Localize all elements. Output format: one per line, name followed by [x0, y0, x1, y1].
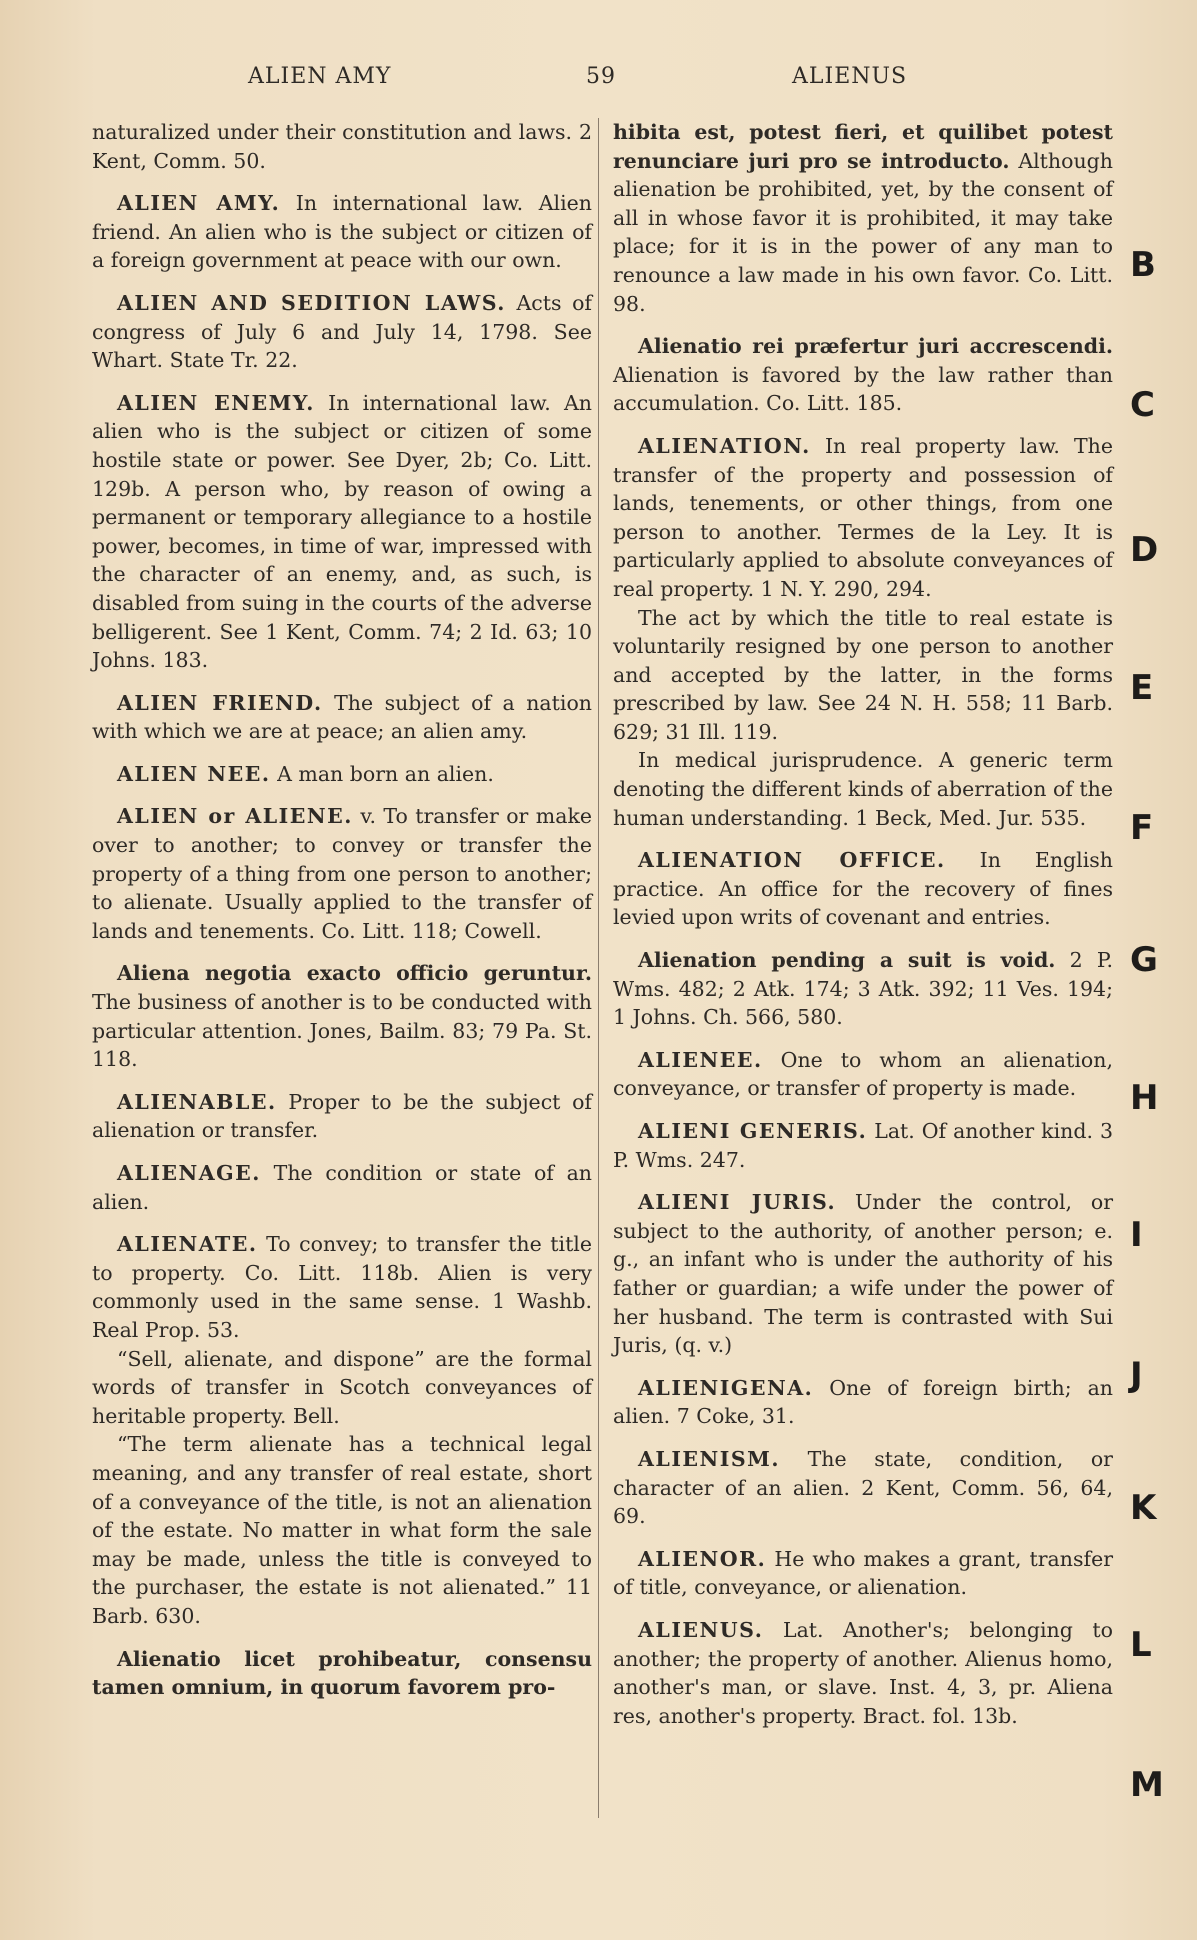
dictionary-entry [92, 760, 592, 789]
entry-paragraph [92, 389, 592, 675]
entry-headword: ALIENABLE. [117, 1089, 277, 1114]
entry-definition: 2 P. Wms. 482; 2 Atk. 174; 3 Atk. 392; 11 Ves. 194; 1 Johns. Ch. 566, 580. [613, 948, 1114, 1030]
dictionary-entry [92, 689, 592, 746]
entry-paragraph [613, 1374, 1113, 1431]
entry-definition: To convey; to transfer the title to property. Co. Litt. 118b. Alien is very commonly used in the same sense. 1 Washb. Real Prop. 53. [92, 1232, 592, 1342]
dictionary-entry [92, 189, 592, 275]
left-column [92, 118, 592, 1716]
dictionary-entry [613, 846, 1113, 932]
entry-headword: ALIENOR. [638, 1546, 767, 1571]
entry-headword: ALIENATION. [638, 433, 811, 458]
entry-paragraph [613, 946, 1113, 1032]
entry-headword: ALIEN AMY. [117, 191, 281, 216]
entry-definition: The condition or state of an alien. [92, 1161, 592, 1214]
thumb-index-letter-i: I [1130, 1215, 1143, 1255]
entry-paragraph [92, 118, 592, 175]
thumb-index-letter-m: M [1130, 1765, 1164, 1805]
thumb-index-letter-b: B [1130, 245, 1156, 285]
dictionary-entry [613, 432, 1113, 832]
entry-paragraph [613, 432, 1113, 604]
entry-paragraph [613, 332, 1113, 418]
dictionary-entry [613, 1117, 1113, 1174]
dictionary-entry [92, 289, 592, 375]
entry-definition: The business of another is to be conducted with particular attention. Jones, Bailm. 83; 79 Pa. St. 118. [92, 990, 592, 1072]
header-left-guide-word: ALIEN AMY [248, 64, 392, 89]
entry-maxim: Alienatio licet prohibeatur, consensu tamen omnium, in quorum favorem pro- [92, 1646, 592, 1700]
entry-paragraph [613, 1117, 1113, 1174]
entry-paragraph [92, 959, 592, 1073]
entry-paragraph [92, 289, 592, 375]
entry-paragraph [92, 802, 592, 945]
entry-definition: Lat. Another's; belonging to another; the property of another. Alienus homo, another's man, or slave. Inst. 4, 3, pr. Aliena res, another's property. Bract. fol. 13b. [613, 1617, 1113, 1728]
dictionary-entry [92, 1230, 592, 1630]
entry-definition: One to whom an alienation, conveyance, or transfer of property is made. [613, 1047, 1113, 1101]
page-number: 59 [586, 64, 616, 89]
entry-definition: In international law. An alien who is the subject or citizen of some hostile state or power. See Dyer, 2b; Co. Litt. 129b. A person who, by reason of owing a permanent or temporary allegiance to a hostile power, becomes, in time of war, impressed with the character of an enemy, and, as such, is disabled from suing in the courts of the adverse belligerent. See 1 Kent, Comm. 74; 2 Id. 63; 10 Johns. 183. [92, 390, 592, 673]
entry-definition: He who makes a grant, transfer of title, conveyance, or alienation. [613, 1546, 1113, 1600]
entry-headword: ALIEN NEE. [117, 761, 271, 786]
dictionary-entry [92, 1088, 592, 1145]
entry-headword: ALIENISM. [638, 1446, 780, 1471]
thumb-index-letter-e: E [1130, 668, 1154, 708]
entry-maxim: Alienation pending a suit is void. [638, 948, 1056, 973]
entry-definition: A man born an alien. [270, 761, 494, 786]
entry-headword: ALIENI JURIS. [638, 1190, 837, 1215]
entry-subparagraph: “The term alienate has a technical legal meaning, and any transfer of real estate, short of a conveyance of the title, is not an alienation of the estate. No matter in what form the sale may be made, unless the title is conveyed to the purchaser, the estate is not alienated.” 11 Barb. 630. [92, 1432, 592, 1628]
entry-subparagraph: In medical jurisprudence. A generic term denoting the different kinds of aberration of the human understanding. 1 Beck, Med. Jur. 535. [613, 748, 1113, 830]
thumb-index-letter-g: G [1130, 940, 1158, 980]
entry-maxim: hibita est, potest fieri, et quilibet potest renunciare juri pro se introducto. [613, 120, 1113, 173]
thumb-index-letter-c: C [1130, 385, 1155, 425]
entry-paragraph [92, 689, 592, 746]
entry-definition: The subject of a nation with which we are at peace; an alien amy. [92, 690, 592, 744]
thumb-index-letter-f: F [1130, 808, 1154, 848]
dictionary-entry [613, 1545, 1113, 1602]
entry-subparagraph: The act by which the title to real estate is voluntarily resigned by one person to another and accepted by the latter, in the forms prescribed by law. See 24 N. H. 558; 11 Barb. 629; 31 Ill. 119. [613, 605, 1113, 744]
entry-definition: One of foreign birth; an alien. 7 Coke, 31. [613, 1375, 1113, 1429]
entry-headword: ALIENI GENERIS. [638, 1119, 868, 1143]
entry-definition: Acts of congress of July 6 and July 14, 1798. See Whart. State Tr. 22. [92, 290, 593, 373]
entry-paragraph [92, 1088, 592, 1145]
entry-paragraph [92, 1645, 592, 1702]
entry-definition: In international law. Alien friend. An alien who is the subject or citizen of a foreign government at peace with our own. [92, 191, 593, 273]
entry-headword: ALIEN or ALIENE. [117, 804, 353, 829]
entry-paragraph [613, 118, 1113, 318]
entry-headword: ALIEN FRIEND. [117, 690, 323, 715]
entry-paragraph [613, 1445, 1113, 1531]
entry-maxim: Aliena negotia exacto officio geruntur. [117, 961, 592, 986]
entry-definition: Proper to be the subject of alienation or transfer. [92, 1089, 592, 1143]
entry-definition: In real property law. The transfer of the property and possession of lands, tenements, or other things, from one person to another. Termes de la Ley. It is particularly applied to absolute conveyances of real property. 1 N. Y. 290, 294. [613, 433, 1113, 601]
entry-maxim: Alienatio rei præfertur juri accrescendi. [638, 334, 1113, 359]
entry-definition: v. To transfer or make over to another; to convey or transfer the property of a thing from one person to another; to alienate. Usually applied to the transfer of lands and tenements. Co. Litt. 118; Cowell. [92, 804, 592, 943]
dictionary-entry [613, 1616, 1113, 1730]
page-header [0, 64, 1197, 98]
thumb-index-letter-j: J [1130, 1355, 1143, 1395]
entry-definition: The state, condition, or character of an alien. 2 Kent, Comm. 56, 64, 69. [613, 1446, 1113, 1529]
entry-headword: ALIENUS. [638, 1617, 764, 1642]
entry-subparagraph: “Sell, alienate, and dispone” are the formal words of transfer in Scotch conveyances of heritable property. Bell. [92, 1346, 592, 1428]
entry-headword: ALIENAGE. [117, 1161, 261, 1185]
entry-definition: Alienation is favored by the law rather than accumulation. Co. Litt. 185. [613, 362, 1113, 416]
header-right-guide-word: ALIENUS [792, 64, 908, 89]
thumb-index-letter-h: H [1130, 1078, 1159, 1118]
right-column [613, 118, 1113, 1744]
dictionary-entry [613, 1188, 1113, 1360]
entry-headword: ALIENIGENA. [638, 1375, 814, 1400]
dictionary-entry [613, 332, 1113, 418]
entry-paragraph [92, 1230, 592, 1344]
dictionary-entry [92, 1645, 592, 1702]
entry-paragraph [92, 189, 592, 275]
dictionary-entry [92, 118, 592, 175]
entry-definition: naturalized under their constitution and laws. 2 Kent, Comm. 50. [92, 120, 592, 173]
entry-definition: Under the control, or subject to the authority, of another person; e. g., an infant who is under the authority of his father or guardian; a wife under the power of her husband. The term is contrasted with Sui Juris, (q. v.) [613, 1190, 1113, 1358]
entry-definition: Although alienation be prohibited, yet, by the consent of all in whose favor it is prohibited, it may take place; for it is in the power of any man to renounce a law made in his own favor. Co. Litt. 98. [613, 148, 1113, 316]
entry-paragraph [613, 1188, 1113, 1360]
entry-paragraph [92, 760, 592, 789]
dictionary-entry [613, 946, 1113, 1032]
dictionary-entry [613, 1445, 1113, 1531]
dictionary-entry [92, 959, 592, 1073]
dictionary-entry [92, 1159, 592, 1216]
column-divider [598, 118, 599, 1818]
entry-paragraph [613, 1545, 1113, 1602]
entry-headword: ALIEN ENEMY. [117, 390, 315, 415]
thumb-index-letter-k: K [1130, 1488, 1157, 1528]
entry-headword: ALIENEE. [638, 1047, 763, 1072]
dictionary-entry [613, 118, 1113, 318]
entry-paragraph [92, 1159, 592, 1216]
thumb-index-letter-d: D [1130, 530, 1159, 570]
entry-definition: In English practice. An office for the recovery of fines levied upon writs of covenant and entries. [613, 848, 1113, 930]
entry-paragraph [613, 846, 1113, 932]
entry-paragraph [613, 1046, 1113, 1103]
dictionary-entry [92, 389, 592, 675]
thumb-index-letter-l: L [1130, 1625, 1152, 1665]
entry-headword: ALIEN AND SEDITION LAWS. [117, 290, 506, 315]
dictionary-entry [92, 802, 592, 945]
dictionary-entry [613, 1046, 1113, 1103]
entry-headword: ALIENATION OFFICE. [638, 848, 946, 873]
entry-definition: Lat. Of another kind. 3 P. Wms. 247. [613, 1119, 1113, 1172]
dictionary-entry [613, 1374, 1113, 1431]
entry-paragraph [613, 1616, 1113, 1730]
entry-headword: ALIENATE. [117, 1232, 258, 1257]
